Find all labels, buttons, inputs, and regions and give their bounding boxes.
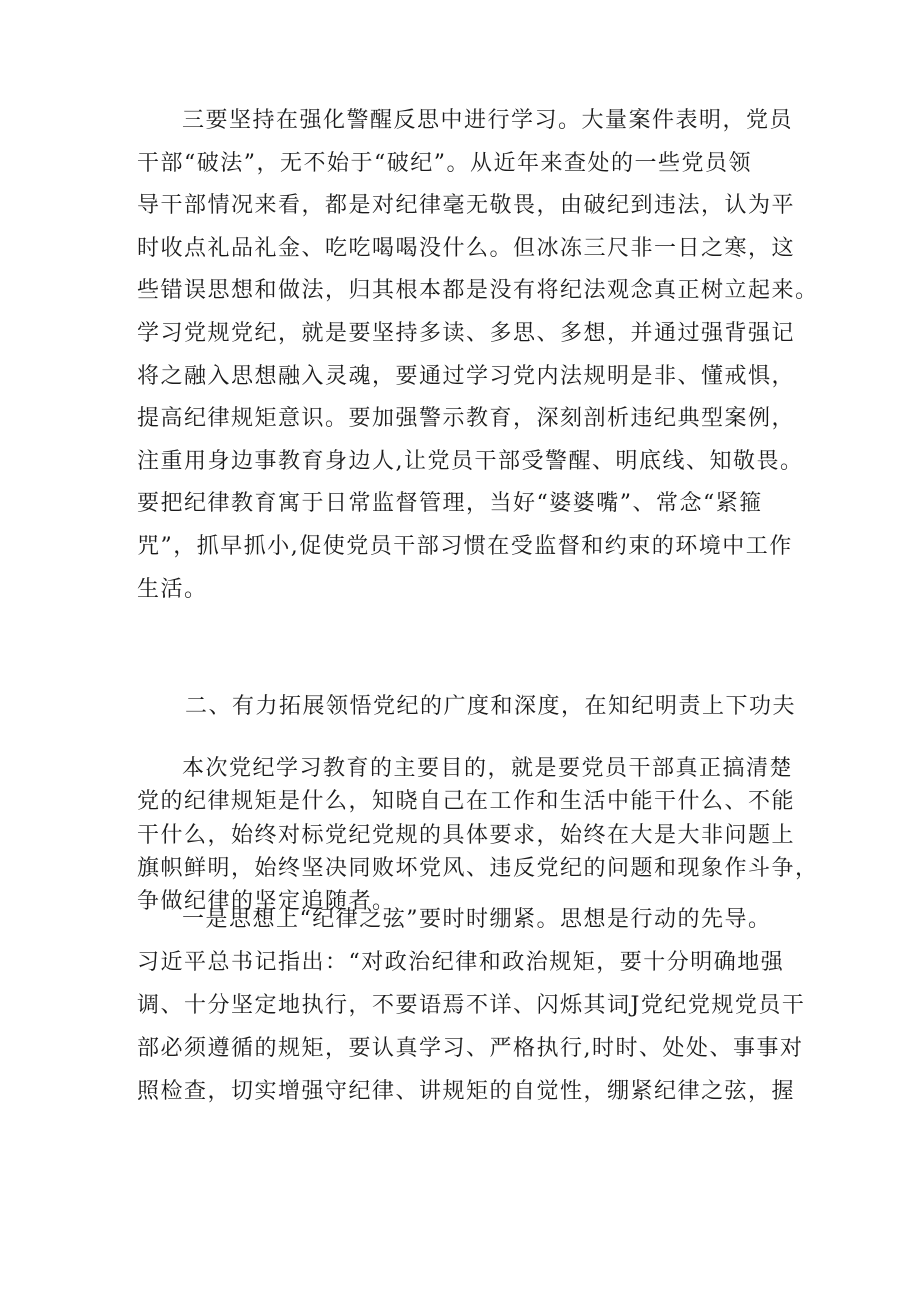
text-line: 照检查，切实增强守纪律、讲规矩的自觉性，绷紧纪律之弦，握 — [137, 1079, 796, 1104]
text-line: 些错误思想和做法，归其根本都是没有将纪法观念真正树立起来。 — [137, 278, 819, 304]
text-line: 干部“破法”，无不始于“破纪”。从近年来查处的一些党员领 — [137, 150, 752, 176]
text-line: 导干部情况来看，都是对纪律毫无敬畏，由破纪到违法，认为平 — [137, 193, 796, 219]
text-line: 咒”，抓早抓小,促使党员干部习惯在受监督和约束的环境中工作 — [137, 533, 793, 559]
heading-line: 二、有力拓展领悟党纪的广度和深度，在知纪明责上下功夫 — [185, 694, 797, 719]
paragraph-intro — [137, 752, 819, 918]
text-line: 一是思想上“纪律之弦”要时时绷紧。思想是行动的先导。 — [182, 907, 772, 932]
text-line: 干什么，始终对标党纪党规的具体要求，始终在大是大非问题上 — [137, 822, 796, 848]
text-line: 习近平总书记指出：“对政治纪律和政治规矩，要十分明确地强 — [137, 950, 785, 975]
text-line: 调、十分坚定地执行，不要语焉不详、闪烁其词J党纪党规党员干 — [137, 993, 806, 1018]
text-line: 将之融入思想融入灵魂，要通过学习党内法规明是非、懂戒惧， — [137, 363, 796, 389]
text-line: 旗帜鲜明，始终坚决同败坏党风、违反党纪的问题和现象作斗争， — [137, 855, 819, 881]
text-line: 本次党纪学习教育的主要目的，就是要党员干部真正搞清楚 — [182, 756, 794, 781]
text-line: 注重用身边事教育身边人,让党员干部受警醒、明底线、知敬畏。 — [137, 448, 804, 474]
text-line: 时收点礼品礼金、吃吃喝喝没什么。但冰冻三尺非一日之寒，这 — [137, 235, 796, 261]
text-line: 要把纪律教育寓于日常监督管理，当好“婆婆嘴”、常念“紧箍 — [137, 491, 763, 517]
section-heading — [137, 686, 797, 728]
text-line: 三要坚持在强化警醒反思中进行学习。大量案件表明，党员 — [182, 108, 794, 133]
text-line: 部必须遵循的规矩，要认真学习、严格执行,时时、处处、事事对 — [137, 1036, 804, 1061]
text-line: 党的纪律规矩是什么，知晓自己在工作和生活中能干什么、不能 — [137, 789, 796, 815]
text-line: 学习党规党纪，就是要坚持多读、多思、多想，并通过强背强记 — [137, 320, 796, 346]
text-line: 生活。 — [137, 576, 208, 602]
paragraph-first-point — [137, 898, 806, 1113]
paragraph-third-requirement — [137, 100, 819, 611]
text-line: 提高纪律规矩意识。要加强警示教育，深刻剖析违纪典型案例， — [137, 406, 796, 432]
text-line: 争做纪律的坚定追随者。 — [137, 889, 396, 915]
